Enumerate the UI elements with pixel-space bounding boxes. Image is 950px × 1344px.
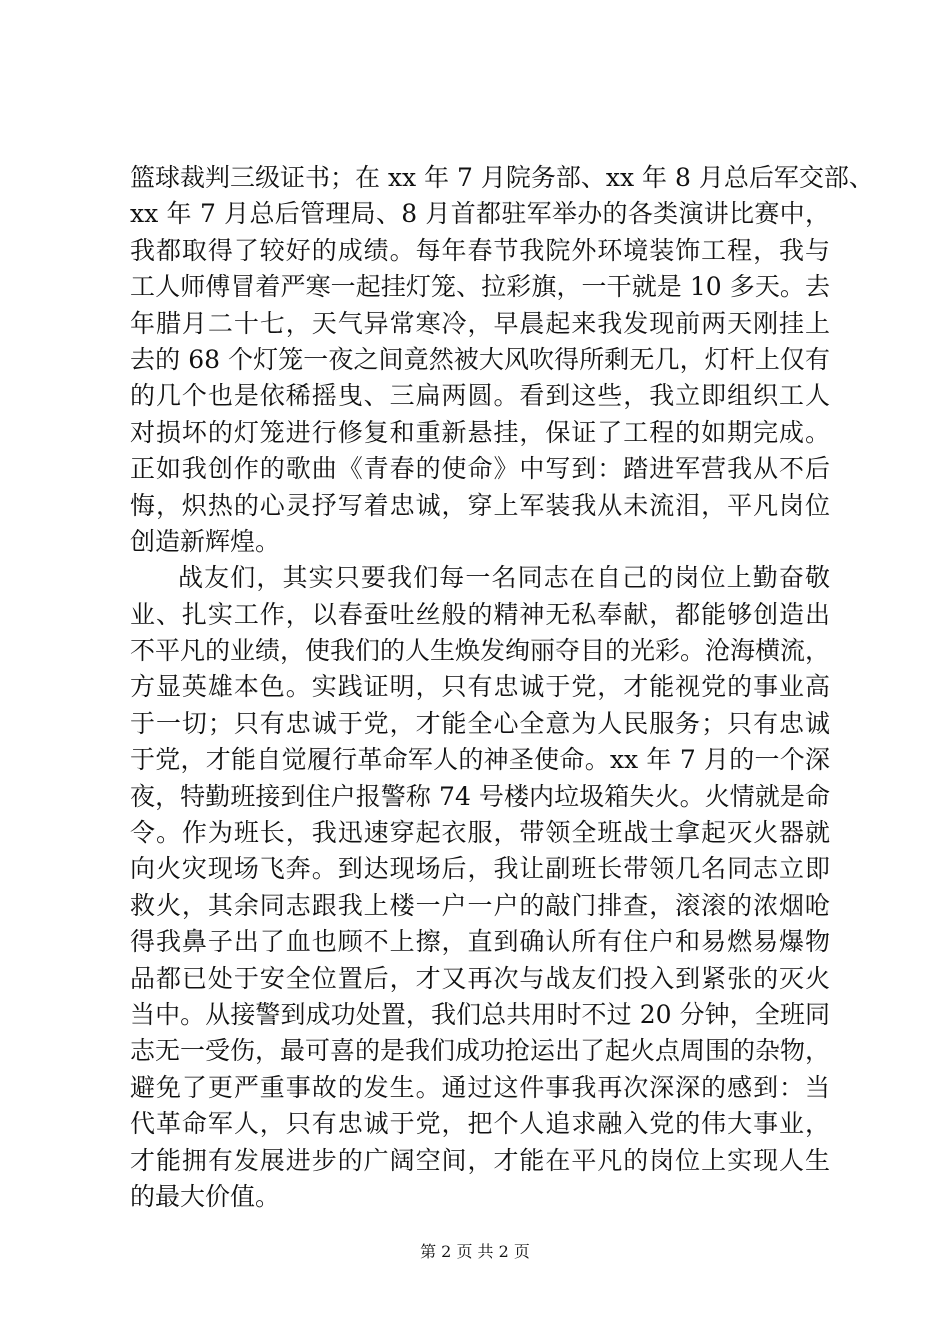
text-line: 的最大价值。 (130, 1181, 281, 1211)
text-line: 业、扎实工作，以春蚕吐丝般的精神无私奉献，都能够创造出 (130, 599, 830, 629)
text-line: 方显英雄本色。实践证明，只有忠诚于党，才能视党的事业高 (130, 672, 830, 702)
text-line: 创造新辉煌。 (130, 526, 281, 556)
text-line: 战友们，其实只要我们每一名同志在自己的岗位上勤奋敬 (178, 563, 830, 593)
text-line: 夜，特勤班接到住户报警称 74 号楼内垃圾箱失火。火情就是命 (130, 781, 830, 811)
text-line: 得我鼻子出了血也顾不上擦，直到确认所有住户和易燃易爆物 (130, 927, 830, 957)
text-line: 工人师傅冒着严寒一起挂灯笼、拉彩旗，一干就是 10 多天。去 (130, 272, 830, 302)
text-line: 悔，炽热的心灵抒写着忠诚，穿上军装我从未流泪，平凡岗位 (130, 490, 830, 520)
text-line: 当中。从接警到成功处置，我们总共用时不过 20 分钟，全班同 (130, 999, 830, 1029)
text-line: 志无一受伤，最可喜的是我们成功抢运出了起火点周围的杂物， (130, 1036, 831, 1066)
text-line: 品都已处于安全位置后，才又再次与战友们投入到紧张的灭火 (130, 963, 830, 993)
text-line: 篮球裁判三级证书；在 xx 年 7 月院务部、xx 年 8 月总后军交部、 (130, 163, 874, 192)
page-footer: 第 2 页 共 2 页 (420, 1242, 530, 1261)
text-line: 救火，其余同志跟我上楼一户一户的敲门排查，滚滚的浓烟呛 (130, 890, 830, 920)
text-line: 才能拥有发展进步的广阔空间，才能在平凡的岗位上实现人生 (130, 1145, 830, 1175)
text-line: 年腊月二十七，天气异常寒冷，早晨起来我发现前两天刚挂上 (130, 308, 830, 338)
text-line: 向火灾现场飞奔。到达现场后，我让副班长带领几名同志立即 (130, 854, 830, 884)
text-line: 令。作为班长，我迅速穿起衣服，带领全班战士拿起灭火器就 (130, 818, 830, 848)
body-text (130, 160, 874, 1215)
text-line: 于党，才能自觉履行革命军人的神圣使命。xx 年 7 月的一个深 (130, 745, 830, 775)
text-line: 对损坏的灯笼进行修复和重新悬挂，保证了工程的如期完成。 (130, 417, 830, 447)
text-line: 不平凡的业绩，使我们的人生焕发绚丽夺目的光彩。沧海横流， (130, 636, 831, 666)
text-line: 的几个也是依稀摇曳、三扁两圆。看到这些，我立即组织工人 (130, 381, 830, 411)
text-line: xx 年 7 月总后管理局、8 月首都驻军举办的各类演讲比赛中， (130, 199, 830, 229)
text-line: 去的 68 个灯笼一夜之间竟然被大风吹得所剩无几，灯杆上仅有 (130, 344, 830, 374)
text-line: 我都取得了较好的成绩。每年春节我院外环境装饰工程，我与 (130, 235, 830, 265)
text-line: 于一切；只有忠诚于党，才能全心全意为人民服务；只有忠诚 (130, 708, 830, 738)
text-line: 避免了更严重事故的发生。通过这件事我再次深深的感到：当 (130, 1072, 830, 1102)
text-line: 正如我创作的歌曲《青春的使命》中写到：踏进军营我从不后 (130, 454, 830, 484)
text-line: 代革命军人，只有忠诚于党，把个人追求融入党的伟大事业， (130, 1109, 830, 1139)
